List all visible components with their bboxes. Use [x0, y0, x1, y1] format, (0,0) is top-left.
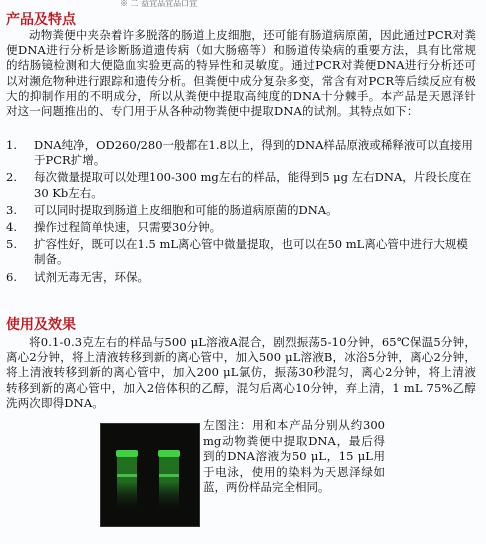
list-item	[6, 237, 476, 267]
list-number: 3.	[6, 202, 17, 217]
lane-1-lower-band	[117, 474, 137, 477]
feature-list	[6, 138, 476, 287]
list-number: 6.	[6, 269, 17, 284]
list-text: DNA纯净，OD260/280一般都在1.8以上，得到的DNA样品原液或稀释液可以直接用于PCR扩增。	[34, 138, 473, 168]
lane-1-band	[116, 450, 138, 457]
list-item	[6, 220, 476, 235]
list-text: 试剂无毒无害，环保。	[34, 269, 149, 284]
list-number: 4.	[6, 220, 17, 235]
lane-1-smear	[117, 452, 137, 512]
list-text: 扩容性好，既可以在1.5 mL离心管中微量提取，也可以在50 mL离心管中进行大规模制备。	[34, 237, 468, 267]
top-header-fragment: ※ 二 益宜品宜品口宜	[120, 0, 198, 7]
usage-paragraph: 将0.1-0.3克左右的样品与500 μL溶液A混合，剧烈振荡5-10分钟，65℃保温5分钟，离心2分钟，将上清液转移到新的离心管中，加入500 μL溶液B，冰浴5分钟，离心2分钟，将上清液转移到新的离心管中，加入200 μL氯仿，振荡30秒混匀，离心2分钟，将上清液转移到新的离心管中，加入2倍体积的乙醇，混匀后离心10分钟，弃上清，1 mL 75%乙醇洗两次即得DNA。	[6, 335, 476, 410]
list-item	[6, 138, 476, 168]
list-number: 2.	[6, 170, 17, 185]
list-text: 操作过程简单快速，只需要30分钟。	[34, 220, 222, 235]
list-item	[6, 270, 476, 285]
list-number: 1.	[6, 138, 17, 152]
section-heading-usage: 使用及效果	[6, 317, 76, 333]
intro-paragraph: 动物粪便中夹杂着许多脱落的肠道上皮细胞，还可能有肠道病原菌，因此通过PCR对粪便DNA进行分析是诊断肠道遗传病（如大肠癌等）和肠道传染病的重要方法，具有比常规的结肠镜检测和大便隐血实验更高的特异性和灵敏度。通过PCR对粪便DNA进行分析还可以对濒危物种进行跟踪和遗传分析。但粪便中成分复杂多变，常含有对PCR等后续反应有极大的抑制作用的不明成分，所以从粪便中提取高纯度的DNA十分棘手。本产品是天恩泽针对这一问题推出的、专门用于从各种动物粪便中提取DNA的试剂。其特点如下：	[6, 28, 476, 119]
list-text: 每次微量提取可以处理100-300 mg左右的样品，能得到5 μg 左右DNA，片段长度在30 Kb左右。	[34, 170, 472, 200]
list-text: 可以同时提取到肠道上皮细胞和可能的肠道病原菌的DNA。	[34, 202, 338, 217]
lane-2-smear	[159, 452, 179, 512]
lane-2-band	[158, 450, 180, 457]
gel-electrophoresis-image	[100, 423, 200, 527]
gel-caption: 左图注：用和本产品分别从约300 mg动物粪便中提取DNA，最后得到的DNA溶液为50 μL，15 μL用于电泳，使用的染料为天恩泽绿如蓝，两份样品完全相同。	[203, 418, 385, 494]
lane-2-lower-band	[159, 474, 179, 477]
gel-bands-graphic	[101, 424, 199, 526]
list-item	[6, 203, 476, 218]
list-item	[6, 170, 476, 200]
list-number: 5.	[6, 237, 17, 252]
section-heading-features: 产品及特点	[6, 12, 76, 28]
